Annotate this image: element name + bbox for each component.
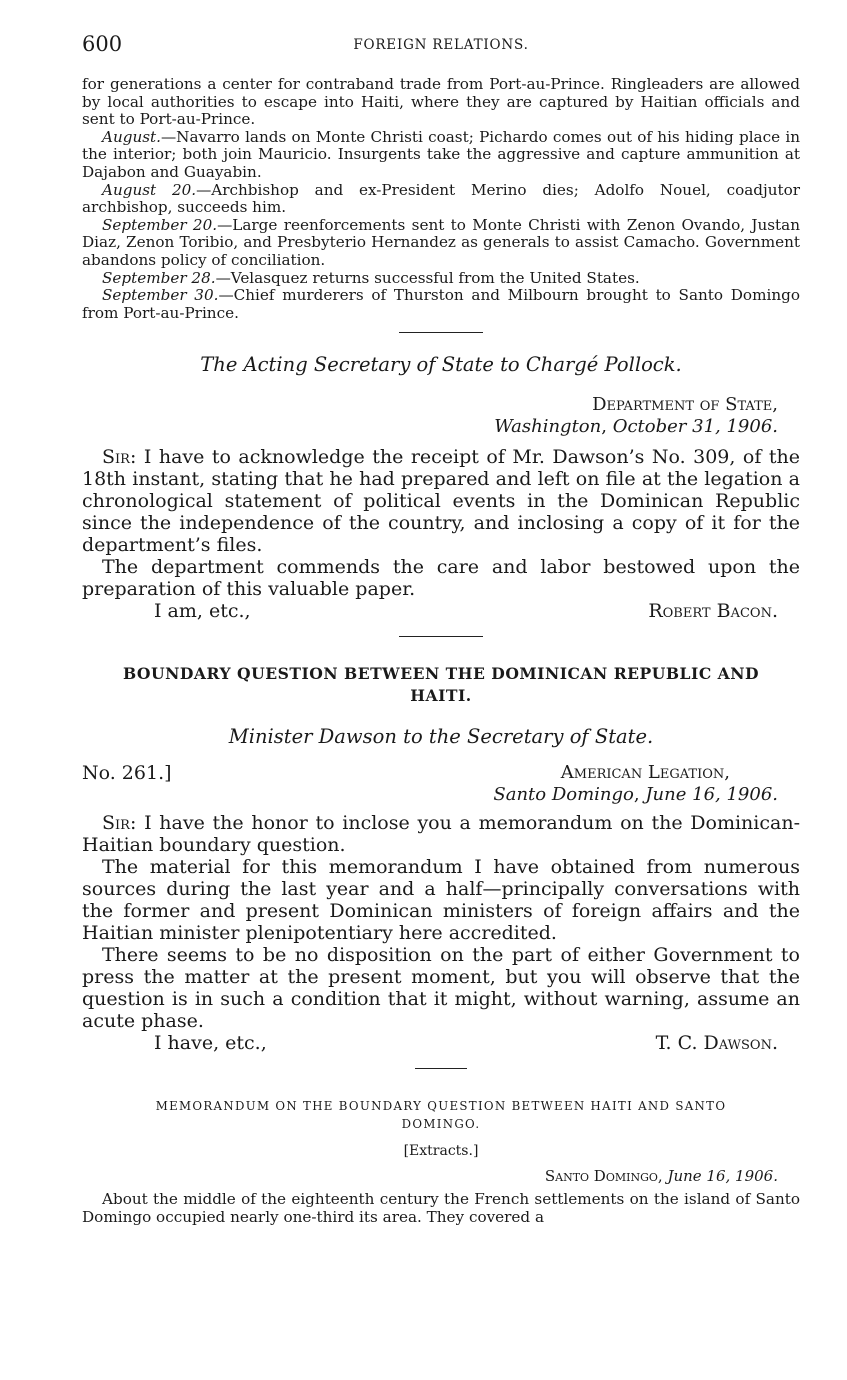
chronology-entry: August.—Navarro lands on Monte Christi coast; Pichardo comes out of his hiding place in the interior; both join Mauricio. Insurgents take the aggressive and capture ammunition at Dajabon and Guayabin. [82, 127, 800, 181]
section-heading [82, 663, 800, 707]
letter2-closing: I have, etc., [154, 1032, 267, 1055]
section-heading-line: HAITI. [410, 686, 472, 706]
letter1-paragraph: Sir: I have to acknowledge the receipt of Mr. Dawson’s No. 309, of the 18th instant, stating that he had prepared and left on file at the legation a chronological statement of political events in the Dominican Republic since the independence of the country, and inclosing a copy of it for the department’s files. [82, 446, 800, 557]
letter1-closing-row [82, 600, 800, 622]
chronology-entry: September 20.—Large reenforcements sent to Monte Christi with Zenon Ovando, Justan Diaz, Zenon Toribio, and Presbyterio Hernandez as generals to assist Camacho. Government abandons policy of conciliation. [82, 215, 800, 269]
memo-heading-line: MEMORANDUM ON THE BOUNDARY QUESTION BETWEEN HAITI AND SANTO [155, 1099, 727, 1114]
letter2-number: No. 261.] [82, 762, 172, 785]
memo-paragraph: About the middle of the eighteenth century the French settlements on the island of Santo Domingo occupied nearly one-third its area. They covered a [82, 1190, 800, 1226]
letter2-paragraph: The material for this memorandum I have obtained from numerous sources during the last year and a half—principally conversations with the former and present Dominican ministers of foreign affairs and the Haitian minister plenipotentiary here accredited. [82, 856, 800, 945]
letter2-title: Minister Dawson to the Secretary of State. [228, 725, 654, 749]
letter1-title: The Acting Secretary of State to Chargé Pollock. [200, 353, 682, 377]
divider [415, 1068, 467, 1069]
divider [399, 332, 483, 333]
letter1-closing: I am, etc., [154, 600, 251, 623]
letter1-dept: Department of State, [592, 394, 778, 416]
chronology-entry: September 30.—Chief murderers of Thurston and Milbourn brought to Santo Domingo from Port-au-Prince. [82, 286, 800, 322]
extracts-note: [Extracts.] [403, 1143, 479, 1160]
letter2-signature: T. C. Dawson. [655, 1032, 778, 1055]
running-title: FOREIGN RELATIONS. [353, 37, 529, 53]
section-heading-line: BOUNDARY QUESTION BETWEEN THE DOMINICAN REPUBLIC AND [122, 664, 760, 684]
letter2-closing-row [82, 1032, 800, 1054]
letter2-paragraph: There seems to be no disposition on the part of either Government to press the matter at the present moment, but you will observe that the question is in such a condition that it might, without warning, assume an acute phase. [82, 944, 800, 1033]
letter2-address [493, 762, 800, 806]
divider [399, 636, 483, 637]
letter2-org: American Legation, [560, 762, 730, 784]
chronology-entry: September 28.—Velasquez returns successful from the United States. [102, 268, 640, 287]
page-number: 600 [82, 32, 123, 56]
chronology-entry: August 20.—Archbishop and ex-President Merino dies; Adolfo Nouel, coadjutor archbishop, succeeds him. [82, 180, 800, 217]
memo-place-date: Santo Domingo, June 16, 1906. [544, 1167, 778, 1186]
document-page [82, 28, 800, 1227]
letter2-place-date: Santo Domingo, June 16, 1906. [493, 784, 778, 806]
letter1-paragraph: The department commends the care and labor bestowed upon the preparation of this valuable paper. [82, 556, 800, 601]
page-header [82, 28, 800, 68]
letter1-place-date: Washington, October 31, 1906. [494, 416, 778, 438]
memo-heading-line: DOMINGO. [401, 1117, 481, 1132]
chronology [82, 76, 800, 322]
letter1-signature: Robert Bacon. [648, 600, 778, 623]
chronology-entry: for generations a center for contraband trade from Port-au-Prince. Ringleaders are allowed by local authorities to escape into Haiti, where they are captured by Haitian officials and sent to Port-au-Prince. [82, 75, 800, 129]
letter2-address-row [82, 762, 800, 806]
letter2-body [82, 812, 800, 1032]
letter1-address [82, 394, 800, 438]
memo-body [82, 1191, 800, 1226]
letter1-body [82, 446, 800, 600]
letter2-paragraph: Sir: I have the honor to inclose you a memorandum on the Dominican-Haitian boundary question. [82, 812, 800, 857]
memo-heading [82, 1097, 800, 1133]
